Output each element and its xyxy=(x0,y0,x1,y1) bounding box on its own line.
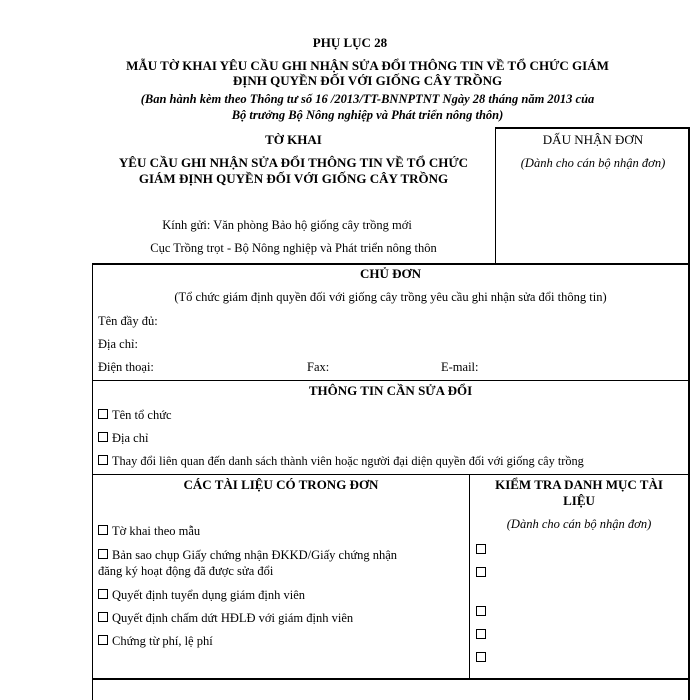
declaration-title-line1: YÊU CẦU GHI NHẬN SỬA ĐỔI THÔNG TIN VỀ TỔ CHỨC xyxy=(118,155,469,170)
document-item-form[interactable] xyxy=(98,523,200,539)
declaration-title-line2: GIÁM ĐỊNH QUYỀN ĐỐI VỚI GIỐNG CÂY TRỒNG xyxy=(138,171,449,186)
document-item-label: Bản sao chụp Giấy chứng nhận ĐKKD/Giấy chứng nhận xyxy=(112,548,398,562)
document-item-label: Tờ khai theo mẫu xyxy=(112,524,201,538)
check-checkbox[interactable] xyxy=(476,567,486,577)
stamp-box-title: DẤU NHẬN ĐƠN xyxy=(542,132,644,147)
document-item-termination[interactable] xyxy=(98,610,353,626)
document-item-business-cert-cont: đăng ký hoạt động đã được sửa đổi xyxy=(98,564,274,578)
form-title-line2: ĐỊNH QUYỀN ĐỐI VỚI GIỐNG CÂY TRỒNG xyxy=(232,73,503,88)
issuance-note-line1: (Ban hành kèm theo Thông tư số 16 /2013/TT-BNNPTNT Ngày 28 tháng năm 2013 của xyxy=(140,92,595,106)
email-label: E-mail: xyxy=(441,360,479,374)
change-item-label: Địa chỉ xyxy=(112,431,149,445)
change-item-label: Thay đổi liên quan đến danh sách thành viên hoặc người đại diện quyền đối với giống cây trồng xyxy=(112,454,584,468)
issuance-note-line2: Bộ trưởng Bộ Nông nghiệp và Phát triển nông thôn) xyxy=(231,108,504,122)
fax-label: Fax: xyxy=(307,360,330,374)
document-item-fee-receipt[interactable] xyxy=(98,633,213,649)
changes-top-border xyxy=(92,380,690,381)
checkbox[interactable] xyxy=(98,409,108,419)
documents-top-border xyxy=(92,474,690,475)
address-label: Địa chỉ: xyxy=(98,337,138,351)
bottom-section-border xyxy=(92,678,690,680)
documents-heading: CÁC TÀI LIỆU CÓ TRONG ĐƠN xyxy=(183,477,379,492)
stamp-box-note: (Dành cho cán bộ nhận đơn) xyxy=(520,156,666,170)
addressee-line1: Kính gửi: Văn phòng Bảo hộ giống cây trồng mới xyxy=(162,218,412,232)
change-item-members[interactable] xyxy=(98,453,584,469)
change-item-org-name[interactable] xyxy=(98,407,172,423)
change-item-label: Tên tổ chức xyxy=(112,408,172,422)
applicant-note: (Tổ chức giám định quyền đối với giống cây trồng yêu cầu ghi nhận sửa đổi thông tin) xyxy=(174,290,607,304)
checkbox[interactable] xyxy=(98,432,108,442)
check-checkbox[interactable] xyxy=(476,652,486,662)
document-item-label: Quyết định chấm dứt HĐLĐ với giám định viên xyxy=(112,611,354,625)
phone-label: Điện thoại: xyxy=(98,360,154,374)
checkbox[interactable] xyxy=(98,549,108,559)
appendix-title: PHỤ LỤC 28 xyxy=(312,35,388,50)
document-item-recruitment[interactable] xyxy=(98,587,305,603)
form-title-line1: MẪU TỜ KHAI YÊU CẦU GHI NHẬN SỬA ĐỔI THÔNG TIN VỀ TỔ CHỨC GIÁM xyxy=(126,58,609,73)
check-checkbox[interactable] xyxy=(476,606,486,616)
checkbox[interactable] xyxy=(98,525,108,535)
checkbox[interactable] xyxy=(98,589,108,599)
check-heading-line1: KIỂM TRA DANH MỤC TÀI xyxy=(495,477,663,492)
stamp-box-top-border xyxy=(495,127,690,129)
check-note: (Dành cho cán bộ nhận đơn) xyxy=(506,517,652,531)
checkbox[interactable] xyxy=(98,455,108,465)
declaration-label: TỜ KHAI xyxy=(265,132,322,147)
main-table-right-border xyxy=(688,127,690,700)
document-item-label: Quyết định tuyển dụng giám định viên xyxy=(112,588,306,602)
check-heading-line2: LIỆU xyxy=(563,493,595,508)
checkbox[interactable] xyxy=(98,612,108,622)
applicant-heading: CHỦ ĐƠN xyxy=(359,266,422,281)
changes-heading: THÔNG TIN CẦN SỬA ĐỔI xyxy=(308,383,473,398)
change-item-address[interactable] xyxy=(98,430,148,446)
main-table-top-border xyxy=(92,263,690,265)
full-name-label: Tên đầy đủ: xyxy=(98,314,158,328)
document-item-business-cert[interactable] xyxy=(98,547,397,563)
check-checkbox[interactable] xyxy=(476,544,486,554)
check-checkbox[interactable] xyxy=(476,629,486,639)
document-item-label: Chứng từ phí, lệ phí xyxy=(112,634,213,648)
addressee-line2: Cục Trồng trọt - Bộ Nông nghiệp và Phát triển nông thôn xyxy=(150,241,437,255)
checkbox[interactable] xyxy=(98,635,108,645)
